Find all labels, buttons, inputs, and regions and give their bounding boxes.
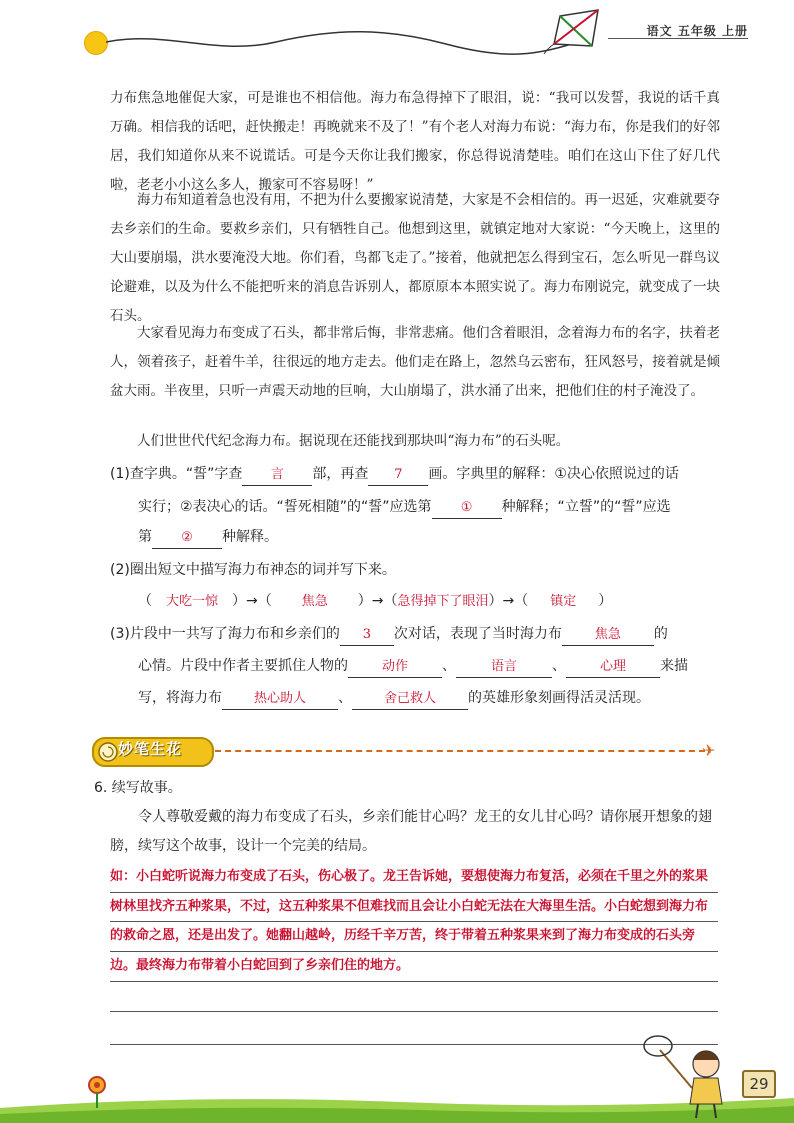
writing-line xyxy=(110,1044,718,1045)
q1-line-1 xyxy=(110,464,679,486)
q1-strokes-blank: 7 xyxy=(368,465,428,486)
q1-answer-1-blank: ① xyxy=(432,498,502,519)
story-paragraph-3: 大家看见海力布变成了石头，都非常后悔，非常悲痛。他们含着眼泪，念着海力布的名字，扶着老人，领着孩子，赶着牛羊，往很远的地方走去。他们走在路上，忽然乌云密布，狂风怒号，接着就是倾盆大雨。半夜里，只听一声震天动地的巨响，大山崩塌了，洪水涌了出来，把他们住的村子淹没了。 xyxy=(110,325,720,399)
q3-trait-2-blank: 舍己救人 xyxy=(352,689,468,710)
q3-trait-1-blank: 热心助人 xyxy=(222,689,338,710)
q3-text: 心情。片段中作者主要抓住人物的 xyxy=(138,658,348,674)
q2-bracket: ） xyxy=(598,593,613,609)
q3-line-3 xyxy=(138,688,650,710)
q1-radical-blank: 言 xyxy=(242,465,312,486)
plane-icon: ✈ xyxy=(702,741,716,760)
q2-word-2: 焦急 xyxy=(301,594,328,609)
q3-text: 的 xyxy=(653,626,668,642)
q1-text: 种解释。 xyxy=(222,529,278,545)
girl-with-net-icon xyxy=(640,1030,740,1120)
q2-word-4: 镇定 xyxy=(550,594,577,609)
q3-method-3-blank: 心理 xyxy=(566,657,660,678)
q1-text: 实行；②表决心的话。“誓死相随”的“誓”应选第 xyxy=(138,499,432,515)
q3-method-1-blank: 动作 xyxy=(348,657,442,678)
flower-icon xyxy=(84,1074,110,1108)
q2-prompt: (2)圈出短文中描写海力布神态的词并写下来。 xyxy=(110,562,396,578)
q3-text: 次对话，表现了当时海力布 xyxy=(393,626,562,642)
q6-prompt: 令人尊敬爱戴的海力布变成了石头，乡亲们能甘心吗？龙王的女儿甘心吗？请你展开想象的翅膀，续写这个故事，设计一个完美的结局。 xyxy=(110,809,712,854)
pencil-snail-icon xyxy=(96,736,120,764)
q3-separator: 、 xyxy=(552,658,566,674)
q2-arrow: ）→（ xyxy=(357,593,398,609)
q6-title: 6. 续写故事。 xyxy=(94,780,182,796)
q2-word-3: 急得掉下了眼泪 xyxy=(397,594,489,609)
q1-text: (1)查字典。“誓”字查 xyxy=(110,466,243,482)
q3-separator: 、 xyxy=(338,690,352,706)
header-subject-label: 语文 五年级 上册 xyxy=(646,24,748,38)
header-swirl-line xyxy=(106,20,586,60)
page-number: 29 xyxy=(742,1070,776,1098)
q1-text: 第 xyxy=(138,529,152,545)
q3-text: 的英雄形象刻画得活灵活现。 xyxy=(468,690,650,706)
q1-text: 部，再查 xyxy=(312,466,369,482)
q3-mood-blank: 焦急 xyxy=(562,625,654,646)
q3-count-blank: 3 xyxy=(340,625,394,646)
sun-icon xyxy=(84,31,108,55)
q3-method-2-blank: 语言 xyxy=(456,657,552,678)
section-banner-label: 妙笔生花 xyxy=(118,740,183,758)
q2-arrow: ）→（ xyxy=(488,593,529,609)
q1-text: 种解释；“立誓”的“誓”应选 xyxy=(501,499,671,515)
story-paragraph-4: 人们世世代代纪念海力布。据说现在还能找到那块叫“海力布”的石头呢。 xyxy=(137,433,570,449)
q2-word-1: 大吃一惊 xyxy=(165,594,218,609)
q2-answer-row xyxy=(138,591,612,612)
q1-text: 画。字典里的解释：①决心依照说过的话 xyxy=(428,466,679,482)
q3-line-1 xyxy=(110,624,668,646)
writing-line xyxy=(110,892,718,893)
kite-icon xyxy=(540,6,610,56)
story-paragraph-1: 力布焦急地催促大家，可是谁也不相信他。海力布急得掉下了眼泪，说：“我可以发誓，我说的话千真万确。相信我的话吧，赶快搬走！再晚就来不及了！”有个老人对海力布说：“海力布，你是我们的好邻居，我们知道你从来不说谎话。可是今天你让我们搬家，你总得说清楚哇。咱们在这山下住了好几代啦，老老小小这么多人，搬家可不容易呀！” xyxy=(110,90,720,193)
q6-answer: 如：小白蛇听说海力布变成了石头，伤心极了。龙王告诉她，要想使海力布复活，必须在千里之外的浆果树林里找齐五种浆果，不过，这五种浆果不但难找而且会让小白蛇无法在大海里生活。小白蛇想到海力布的救命之恩，还是出发了。她翻山越岭，历经千辛万苦，终于带着五种浆果来到了海力布变成的石头旁边。最终海力布带着小白蛇回到了乡亲们住的地方。 xyxy=(110,869,709,973)
q3-text: 写，将海力布 xyxy=(138,690,222,706)
q3-text: (3)片段中一共写了海力布和乡亲们的 xyxy=(110,626,340,642)
q1-line-2 xyxy=(138,497,671,519)
q2-arrow: ）→（ xyxy=(232,593,272,609)
q1-line-3 xyxy=(138,527,278,549)
header-underline xyxy=(608,38,748,39)
q3-line-2 xyxy=(138,656,688,678)
q2-bracket: （ xyxy=(138,593,152,609)
writing-line xyxy=(110,1011,718,1012)
q3-text: 来描 xyxy=(660,658,688,674)
writing-line xyxy=(110,951,718,952)
q3-separator: 、 xyxy=(442,658,456,674)
writing-line xyxy=(110,981,718,982)
writing-line xyxy=(110,921,718,922)
story-paragraph-2: 海力布知道着急也没有用，不把为什么要搬家说清楚，大家是不会相信的。再一迟延，灾难就要夺去乡亲们的生命。要救乡亲们，只有牺牲自己。他想到这里，就镇定地对大家说：“今天晚上，这里的大山要崩塌，洪水要淹没大地。你们看，鸟都飞走了。”接着，他就把怎么得到宝石，怎么听见一群鸟议论避难，以及为什么不能把听来的消息告诉别人，都原原本本照实说了。海力布刚说完，就变成了一块石头。 xyxy=(110,192,720,324)
section-dashed-line xyxy=(215,750,705,752)
q1-answer-2-blank: ② xyxy=(152,528,222,549)
